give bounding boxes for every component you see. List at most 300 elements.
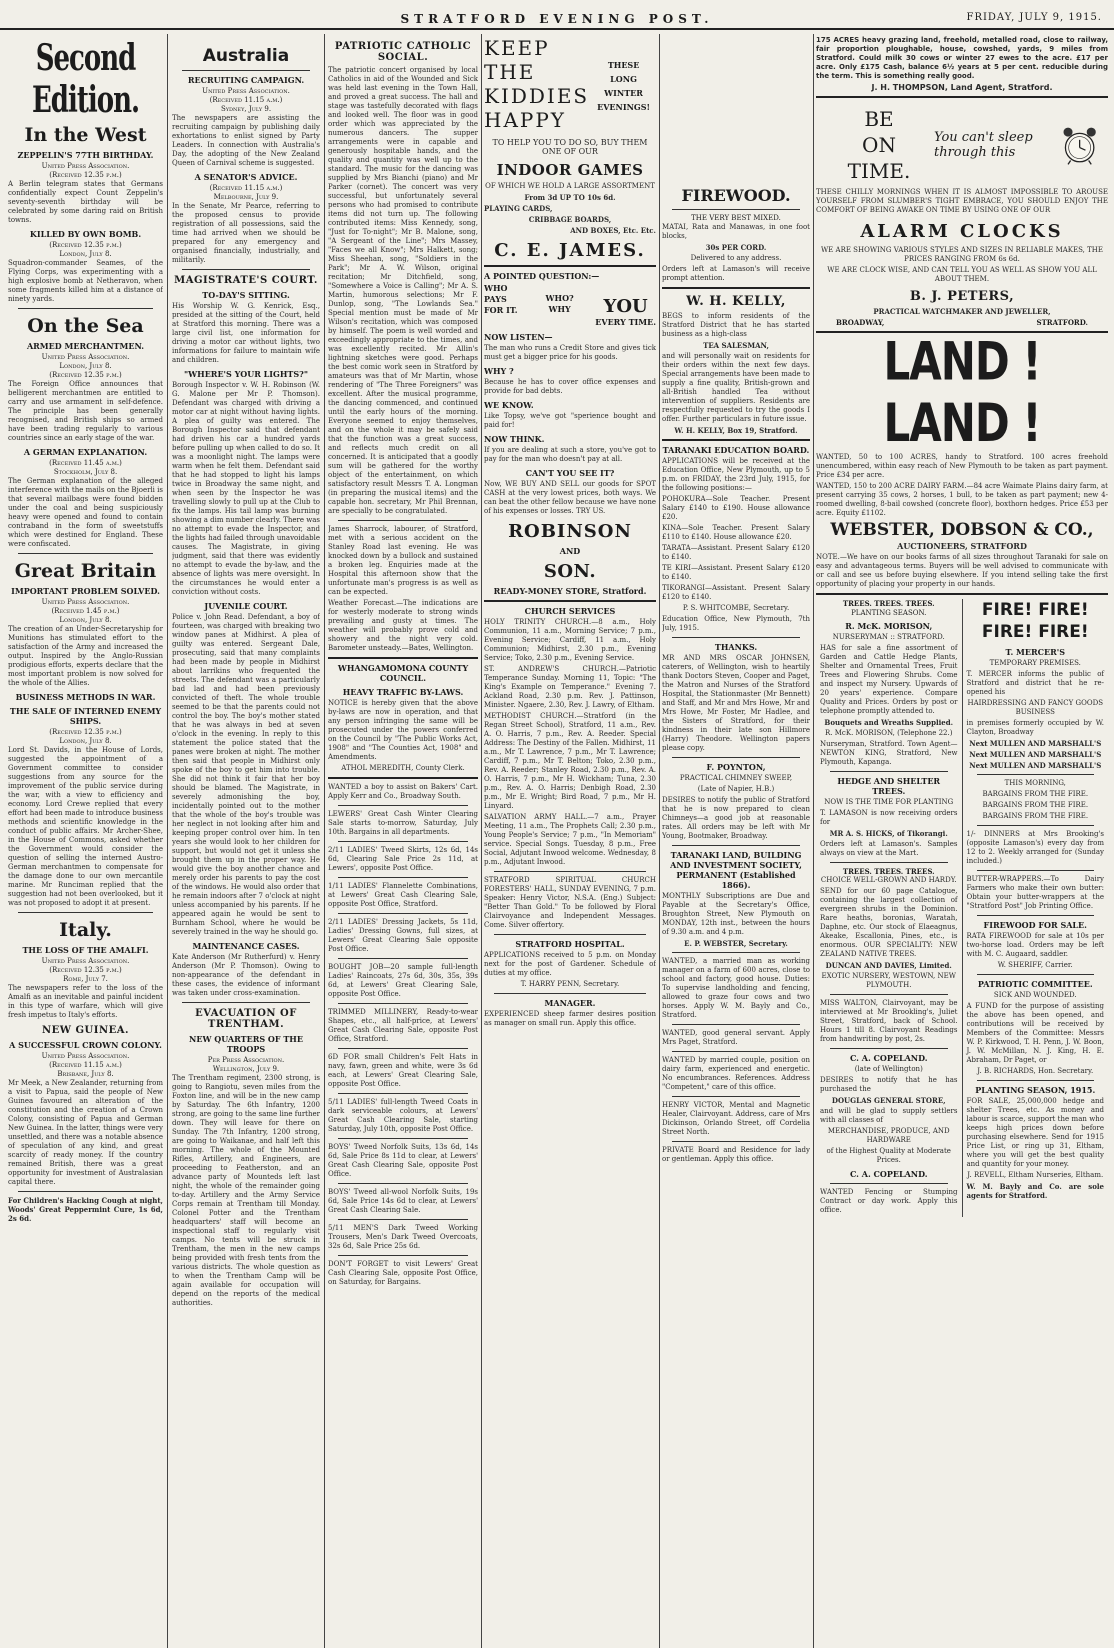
divider	[672, 845, 800, 846]
church-service-item: METHODIST CHURCH.—Stratford (in the Regan Street School), Stratford, 11 a.m., Rev. A. O. Harris, 7 p.m., Rev. A. Reeder. Special Address: The Destiny of the Fallen. Midhirst, 11 a.m., Mr T. Lawrence, 7 p.m., Mr T. Lawrence; Cardiff, 7 p.m., Mr T. Belton; Toko, 2.30 p.m., Rev. A. Reeder; Stanley Road, 2.30 p.m., Rev. A. O. Harris, 7 p.m., Mr H. Wickham; Tuna, 2.30 p.m., Rev. A. O. Harris; Denbigh Road, 2.30 p.m., Mr E. Wright; Bird Road, 7 p.m., Mr H. Linyard.	[484, 712, 656, 810]
article-text: Weather Forecast.—The indications are for westerly moderate to strong winds prevailing and gusty at times. The weather will probably prove cold and showery and the night very cold. Barometer unsteady.—Bates, Wellington.	[328, 599, 478, 652]
divider	[977, 774, 1095, 775]
ad-headline: FIREWOOD.	[681, 186, 791, 205]
position-item: POHOKURA—Sole Teacher. Present Salary £140 to £190. House allowance £20.	[662, 495, 810, 521]
ad-text: WE ARE CLOCK WISE, AND CAN TELL YOU AS WELL AS SHOW YOU ALL ABOUT THEM.	[827, 266, 1097, 283]
ad-word: AND	[559, 546, 581, 556]
article-text: The Trentham regiment, 2300 strong, is going to Rangiotu, seven miles from the Foxton line, and will be in the new camp by Saturday. The 6th Infantry, 1200 strong, are going to the same line further down. They will leave for there on Sunday. The 7th Infantry, 1200 strong, are going to Waikanae, and half left this morning. The whole of the Mounted Rifles, Artillery, and Engineers, are proceeding to Featherston, and an advance party of Mounteds left last night, the whole of the remainder going to-day. Artillery and the Army Service Corps remain at Trentham till Monday. Colonel Potter and the Trentham headquarters' staff will become an inspectional staff to regularly visit camps. No tents will be struck in Trentham, the men in the new camps being provided with fresh tents from the various districts. The whole question as to when the Trentham Camp will be again available for occupation will depend on the reports of the medical authorities.	[172, 1074, 320, 1307]
ad-text: MR A. S. HICKS, of Tikorangi.	[829, 829, 948, 838]
classified-ad: BOYS' Tweed all-wool Norfolk Suits, 19s 6d, Sale Price 14s 6d to clear, at Lewers' Great Cash Clearing Sale.	[328, 1188, 478, 1214]
ad-text: W. M. Bayly and Co. are sole agents for Stratford.	[966, 1182, 1104, 1200]
ad-word: WINTER	[604, 88, 643, 98]
divider	[494, 934, 646, 935]
classified-ad: 2/11 LADIES' Tweed Skirts, 12s 6d, 14s 6d, Clearing Sale Price 2s 11d, at Lewers', opposite Post Office.	[328, 846, 478, 872]
article-text: Kate Anderson (Mr Rutherfurd) v. Henry Anderson (Mr P. Thomson). Owing to non-appearance of the defendant in these cases, the evidence of informant was taken under cross-examination.	[172, 953, 320, 997]
divider	[830, 1183, 948, 1184]
clock-ad-top	[816, 102, 1108, 188]
classified-ad: 1/11 LADIES' Flannelette Combinations, at Lewers' Great Cash Clearing Sale, opposite Post Office, Stratford.	[328, 882, 478, 908]
ad-word: KIDDIES	[484, 84, 590, 108]
divider	[977, 974, 1095, 975]
advertiser-name: R. McK. MORISON,	[845, 621, 933, 631]
position-item: KINA—Sole Teacher. Present Salary £110 to £140. House allowance £20.	[662, 524, 810, 541]
ad-text: R. McK. MORISON, (Telephone 22.)	[825, 729, 953, 737]
edu-positions	[662, 495, 810, 602]
received-line: (Received 11.15 a.m.)	[209, 96, 283, 104]
signature: J. REVELL, Eltham Nurseries, Eltham.	[967, 1171, 1104, 1179]
ad-text: READY-MONEY STORE, Stratford.	[493, 586, 647, 596]
ad-text: Next MULLEN AND MARSHALL'S	[969, 739, 1102, 748]
ad-text: WANTED, 50 to 100 ACRES, handy to Stratford. 100 acres freehold unencumbered, within easy reach of New Plymouth to be taken as part payment. Price £34 per acre.	[816, 453, 1108, 479]
lower-right	[962, 599, 1109, 1217]
divider	[672, 1096, 800, 1097]
headline: EVACUATION OF TRENTHAM.	[195, 1008, 297, 1030]
divider	[338, 1093, 468, 1094]
clock-illustration	[934, 113, 1100, 177]
column-5	[662, 36, 810, 1644]
article-text: The newspapers refer to the loss of the Amalfi as an inevitable and painful incident in this type of warfare, which will give fresh impetus to Italy's efforts.	[8, 984, 163, 1019]
headline: ARMED MERCHANTMEN.	[26, 341, 145, 351]
ad-headline: TREES. TREES. TREES.	[842, 599, 935, 608]
ad-text: TO HELP YOU TO DO SO, BUY THEM ONE OF OUR	[492, 138, 648, 156]
headline: RECRUITING CAMPAIGN.	[187, 75, 305, 85]
advertiser-name: B. J. PETERS,	[909, 289, 1015, 304]
subheadline: MAINTENANCE CASES.	[192, 941, 300, 951]
divider	[484, 600, 656, 602]
subheadline: NEW QUARTERS OF THE TROOPS	[189, 1034, 303, 1054]
article-text: The newspapers are assisting the recruiting campaign by publishing daily exhortations to enlist signed by Party Leaders. In connection with Australia's Day, the adopting of the New Zealand Queen of Carnival scheme is suggested.	[172, 114, 320, 167]
divider	[662, 287, 810, 289]
article-text: The creation of an Under-Secretaryship for Munitions has stimulated effort to the satisfaction of the Army and increased the output. Inspired by the Anglo-Russian prodigious efforts, experts declare that the most important problem is now solved for the whole of the Allies.	[8, 625, 163, 687]
ad-text: EXOTIC NURSERY, WESTOWN, NEW PLYMOUTH.	[821, 972, 956, 989]
advertiser-name: ROBINSON	[508, 521, 632, 542]
advertisement-text: For Children's Hacking Cough at night, Woods' Great Peppermint Cure, 1s 6d, 2s 6d.	[8, 1196, 163, 1223]
signature: E. P. WEBSTER, Secretary.	[684, 939, 788, 948]
divider	[830, 1048, 948, 1049]
church-service-item: ST. ANDREW'S CHURCH.—Patriotic Temperance Sunday. Morning 11, Topic: "The King's Example on Temperance." Evening 7. Ackland Road, 2.30 p.m. Rev. J. Pattinson, Minister. Ngaere, 2.30, Rev. J. Lawry, of Eltham.	[484, 665, 656, 709]
ad-text: SICK AND WOUNDED.	[993, 991, 1077, 999]
lower-left	[816, 599, 962, 1217]
ad-subhead: WHY ?	[484, 366, 514, 376]
ad-text: Orders left at Lamason's. Samples always on view at the Mart.	[820, 840, 958, 857]
headline: IMPORTANT PROBLEM SOLVED.	[11, 586, 160, 596]
ad-text: AUCTIONEERS, STRATFORD	[897, 541, 1027, 551]
ad-text: BARGAINS FROM THE FIRE.	[982, 790, 1089, 798]
divider	[338, 1255, 468, 1256]
divider	[18, 1191, 153, 1192]
agency-line: United Press Association.	[41, 598, 130, 606]
headline: ZEPPELIN'S 77TH BIRTHDAY.	[17, 150, 154, 160]
divider	[484, 265, 656, 267]
kiddies-ad	[484, 36, 656, 132]
advertiser-name: C. A. COPELAND.	[849, 1053, 928, 1063]
divider	[672, 209, 800, 210]
ad-text: and will personally wait on residents for their orders within the next few days. Special arrangements have been made to supply a fine quality, British-grown and all-British handled Tea without intervention of suppliers. Residents are respectfully requested to try the goods I offer. Further particulars in future issue.	[662, 352, 810, 423]
classified-ad: WANTED by married couple, position on dairy farm, experienced and energetic. No encumbrances. References. Address "Competent," care of this office.	[662, 1056, 810, 1091]
advertiser-name: C. A. COPELAND.	[849, 1169, 928, 1179]
ad-headline: ALARM CLOCKS	[860, 221, 1064, 242]
ad-text: SEND for our 60 page Catalogue, containing the largest collection of evergreen shrubs in the Dominion. Rare heaths, boronias, Waratah, Daphne, etc. Our stock of Elaeagnus, Akeake, Escallonia, Pines, etc., is enormous. OUR SPECIALITY: NEW ZEALAND NATIVE TREES.	[820, 887, 958, 958]
advertiser-name: F. POYNTON,	[706, 762, 766, 772]
ad-word: WHO PAYS FOR IT.	[484, 283, 518, 315]
lower-two-columns	[816, 599, 1108, 1217]
ad-text: Next MULLEN AND MARSHALL'S	[969, 761, 1102, 770]
ad-subhead: CAN'T YOU SEE IT?	[525, 468, 615, 478]
ad-display	[484, 36, 589, 132]
article-text: Mr Meek, a New Zealander, returning from a visit to Papua, said the people of New Guinea favoured an alteration of the constitution and the creation of a Crown Colony, consisting of Papua and German New Guinea. In the latter, things were very unsettled, and there was a notable absence of speculation of any kind, and great scarcity of ready money. If the country remained British, there was a great opportunity for investment of Australasian capital there.	[8, 1079, 163, 1186]
ad-text: Like Topsy, we've got "sperience bought and paid for!	[484, 412, 656, 429]
ad-text: in premises formerly occupied by W. Clayton, Broadway	[966, 719, 1104, 736]
edition-title: Second Edition.	[31, 38, 140, 122]
ad-word: HAPPY	[484, 108, 567, 132]
ad-text: TEA SALESMAN,	[703, 341, 769, 350]
church-service-item: HOLY TRINITY CHURCH.—8 a.m., Holy Communion, 11 a.m., Morning Service; 7 p.m., Evening Service; Cardiff, 11 a.m., Holy Communion; Midhirst, 2.30 p.m., Evening Service; Toko, 2.30 p.m., Evening Service.	[484, 618, 656, 662]
ad-word: YOU	[603, 296, 648, 317]
divider	[662, 439, 810, 441]
dateline: London, July 8.	[59, 616, 112, 624]
classified-ad: BOUGHT JOB—20 sample full-length Ladies' Raincoats, 27s 6d, 30s, 35s, 39s 6d, at Lewers' Great Clearing Sale, opposite Post Office.	[328, 963, 478, 998]
column-6	[816, 36, 1108, 1644]
ad-text: BEGS to inform residents of the Stratford District that he has started business as a high-class	[662, 312, 810, 338]
divider	[977, 825, 1095, 826]
divider	[672, 757, 800, 758]
ad-text: PLANTING SEASON.	[851, 609, 927, 617]
fire-headline: FIRE! FIRE! FIRE! FIRE!	[981, 600, 1089, 642]
divider	[182, 269, 310, 270]
position-item: TARATA—Assistant. Present Salary £120 to £140.	[662, 544, 810, 561]
divider	[18, 308, 153, 309]
classified-ad: WANTED, a married man as working manager on a farm of 600 acres, close to school and factory, good house. Duties: To supervise landholding and fencing, allowed to graze four cows and two horses. Apply W. M. Bayly and Co., Stratford.	[662, 957, 810, 1019]
ad-text: T. LAMASON is now receiving orders for	[820, 809, 958, 826]
notice-text: A FUND for the purpose of assisting the above has been opened, and contributions will be received by Members of the Committee: Messrs W. P. Kirkwood, T. H. Penn, J. W. Boon, J. W. McMillan, N. J. King, H. E. Abraham, Dr Paget, or	[966, 1002, 1104, 1064]
divider	[816, 96, 1108, 98]
ad-text: 175 ACRES heavy grazing land, freehold, metalled road, close to railway, fair proportion ploughable, house, cowshed, yards, 9 miles from Stratford. Could milk 30 cows or winter 27 ewes to the acre. £17 per acre. Only £175 Cash, balance 6½ years at 5 per cent. reducible during the term. This is something really good.	[816, 36, 1108, 80]
divider	[18, 553, 153, 554]
ad-text: PRACTICAL CHIMNEY SWEEP,	[679, 774, 793, 782]
ad-text: Nurseryman, Stratford. Town Agent—NEWTON KING, Stratford, New Plymouth, Kapanga.	[820, 740, 958, 766]
classified-ad: WANTED a boy to assist on Bakers' Cart. Apply Kerr and Co., Broadway South.	[328, 783, 478, 800]
ad-text: T. MERCER informs the public of Stratford and district that he re-opened his	[966, 670, 1104, 696]
headline: TARANAKI LAND, BUILDING AND INVESTMENT SOCIETY, PERMANENT (Established 1866).	[670, 850, 802, 890]
received-line: (Received 12.35 p.m.)	[49, 171, 122, 179]
column-4	[484, 36, 656, 1644]
subheadline: TO-DAY'S SITTING.	[202, 290, 290, 300]
dateline: Sydney, July 9.	[220, 105, 272, 113]
dateline: London, July 8.	[59, 250, 112, 258]
agency-line: United Press Association.	[41, 353, 130, 361]
ad-question-block	[484, 283, 656, 328]
divider	[338, 877, 468, 878]
classified-ad: 6D FOR small Children's Felt Hats in navy, fawn, green and white, were 3s 6d each, at Lewers' Great Clearing Sale, opposite Post Office.	[328, 1053, 478, 1088]
ad-text: MERCHANDISE, PRODUCE, AND HARDWARE	[827, 1127, 950, 1144]
notice-text: APPLICATIONS will be received at the Education Office, New Plymouth, up to 5 p.m. on FRIDAY, the 23rd July, 1915, for the following positions:—	[662, 457, 810, 492]
headline: TARANAKI EDUCATION BOARD.	[662, 445, 810, 455]
headline: STRATFORD HOSPITAL.	[515, 939, 625, 949]
ad-subhead: NOW THINK.	[484, 434, 545, 444]
ad-text: THE VERY BEST MIXED.	[691, 214, 781, 222]
ad-text: Bouquets and Wreaths Supplied.	[824, 718, 954, 727]
column-1	[8, 36, 163, 1644]
divider	[830, 994, 948, 995]
section-title: On the Sea	[27, 315, 144, 337]
column-2	[172, 36, 320, 1644]
advertiser-name: W. H. KELLY,	[686, 294, 786, 309]
notice-text: STRATFORD SPIRITUAL CHURCH FORESTERS' HALL, SUNDAY EVENING, 7 p.m. Speaker: Henry Victor, N.S.A. (Eng.) Subject: "Better Than Gold." To be followed by Floral Clairvoyance and Independent Messages. Come. Silver offertory.	[484, 876, 656, 929]
signature: P. S. WHITCOMBE, Secretary.	[682, 604, 790, 612]
headline: PATRIOTIC CATHOLIC SOCIAL.	[334, 41, 472, 63]
notice-text: APPLICATIONS received to 5 p.m. on Monday next for the post of Gardener. Schedule of duties at my office.	[484, 951, 656, 977]
ad-subhead: NOW LISTEN—	[484, 332, 553, 342]
section-title: Italy.	[59, 919, 112, 941]
classified-ad: LEWERS' Great Cash Winter Clearing Sale starts to-morrow, Saturday, July 10th. Bargains in all departments.	[328, 810, 478, 836]
issue-date: FRIDAY, JULY 9, 1915.	[966, 12, 1102, 23]
ad-text: If you are dealing at such a store, you've got to pay for the man who doesn't pay at all.	[484, 446, 656, 463]
ad-word: LONG	[610, 74, 637, 84]
ad-word: EVERY TIME.	[595, 317, 656, 327]
church-services	[484, 618, 656, 867]
church-service-item: SALVATION ARMY HALL.—7 a.m., Prayer Meeting, 11 a.m., The Prophets Call; 2.30 p.m., Young People's Service; 7 p.m., "In Memoriam" service. Special Songs. Tuesday, 8 p.m., Free Social, Adjutant Inwood welcome. Wednesday, 8 p.m., Adjutant Inwood.	[484, 813, 656, 866]
ad-text: The man who runs a Credit Store and gives tick must get a bigger price for his goods.	[484, 344, 656, 361]
classified-ad: 1/- DINNERS at Mrs Brooking's (opposite Lamason's) every day from 12 to 2. Weekly arranged for (Sunday included.)	[966, 830, 1104, 865]
advertiser-name: WEBSTER, DOBSON & CO.,	[830, 520, 1094, 540]
article-text: A Berlin telegram states that Germans confidentially expect Count Zeppelin's seventy-seventh birthday will be celebrated by some daring raid on British towns.	[8, 180, 163, 224]
dateline: Wellington, July 9.	[212, 1065, 280, 1073]
divider	[494, 993, 646, 994]
classified-ad: DON'T FORGET to visit Lewers' Great Cash Clearing Sale, opposite Post Office, on Saturday, for Bargains.	[328, 1260, 478, 1286]
received-line: (Received 12.35 p.m.)	[49, 371, 122, 379]
divider	[338, 1219, 468, 1220]
classified-ad: 5/11 MEN'S Dark Tweed Working Trousers, Men's Dark Tweed Overcoats, 32s 6d, Sale Price 25s 6d.	[328, 1224, 478, 1250]
dateline: London, July 8.	[59, 362, 112, 370]
signature: T. HARRY PENN, Secretary.	[520, 980, 620, 988]
received-line: (Received 12.35 p.m.)	[49, 241, 122, 249]
ad-right	[595, 283, 656, 328]
divider	[182, 1002, 310, 1003]
article-text: Borough Inspector v. W. H. Robinson (W. G. Malone per Mr P. Thomson). Defendant was charged with driving a motor car at night without having lights. A plea of guilty was entered. The Borough Inspector said that defendant had driven his car a hundred yards before pulling up when called to do so. It was a moonlight night. The lamps were warm when he felt them. Defendant said that he had stopped to light his lamps twice in Broadway the same night, and when seen by the Inspector he was travelling slowly to pull up at the Club to fix the lamps. His tail lamp was burning showing a dim number clearly. There was no attempt to evade the Inspector, and the lights had failed through unavoidable causes. The Magistrate, in giving judgment, said that there was evidently no attempt to evade the by-law, and the absence of lights was mere oversight. In the circumstances he would enter a conviction without costs.	[172, 381, 320, 596]
ad-text: FOR SALE, 25,000,000 hedge and shelter Trees, etc. As money and labour is scarce, support the man who keeps high prices down before purchasing elsewhere. Send for 1915 Price List, or ring up 31, Eltham, where you will get the best quality and quantity for your money.	[966, 1097, 1104, 1168]
ad-text: HAIRDRESSING AND FANCY GOODS BUSINESS	[967, 699, 1103, 716]
article-text: In the Senate, Mr Pearce, referring to the proposed census to provide registration of all possessions, said the time had arrived when we should be prepared for any emergency and organised financially, industrially, and militarily.	[172, 202, 320, 264]
subheadline: HEAVY TRAFFIC BY-LAWS.	[342, 687, 464, 697]
ad-text: Now, WE BUY AND SELL our goods for SPOT CASH at the very lowest prices, both ways. We can beat the other fellow because we have none of his expenses or losses. TRY US.	[484, 480, 656, 515]
ad-text: and will be glad to supply settlers with all classes of	[820, 1107, 958, 1124]
ad-text: (late of Wellington)	[854, 1065, 923, 1073]
ad-word: ON	[862, 133, 896, 157]
received-line: (Received 11.15 a.m.)	[49, 1061, 122, 1069]
article-text: Squadron-commander Seames, of the Flying Corps, was experimenting with a high explosive bomb at Netheravon, when some fragments killed him at a distance of ninety yards.	[8, 259, 163, 303]
dateline: Rome, July 7.	[63, 975, 108, 983]
classified-ad: WANTED, good general servant. Apply Mrs Paget, Stratford.	[662, 1029, 810, 1046]
ad-word: BE	[864, 107, 894, 131]
divider	[18, 912, 153, 913]
ad-text: WE ARE SHOWING VARIOUS STYLES AND SIZES IN RELIABLE MAKES, THE PRICES RANGING FROM 6s 6d.	[820, 246, 1104, 263]
dateline: Stockholm, July 8.	[53, 468, 118, 476]
headline: PLANTING SEASON, 1915.	[975, 1085, 1096, 1095]
ad-text: BARGAINS FROM THE FIRE.	[982, 801, 1089, 809]
notice-text: MONTHLY Subscriptions are Due and Payable at the Secretary's Office, Broughton Street, New Plymouth on MONDAY, 12th inst., between the hours of 9.30 a.m. and 4 p.m.	[662, 892, 810, 936]
divider	[977, 915, 1095, 916]
divider	[338, 1183, 468, 1184]
ad-middle	[546, 283, 574, 328]
divider	[672, 637, 800, 638]
headline: THE LOSS OF THE AMALFI.	[22, 945, 149, 955]
divider	[672, 1141, 800, 1142]
classified-ad: TRIMMED MILLINERY, Ready-to-wear Shapes, etc., all half-price, at Lewers' Great Cash Clearing Sale, opposite Post Office, Stratford.	[328, 1008, 478, 1043]
ad-word: THE	[484, 60, 536, 84]
position-item: TE KIRI—Assistant. Present Salary £120 to £140.	[662, 564, 810, 581]
classified-ad: 2/11 LADIES' Dressing Jackets, 5s 11d, Ladies' Dressing Gowns, full sizes, at Lewers' Great Clearing Sale opposite Post Office.	[328, 918, 478, 953]
advertiser-name: T. MERCER'S	[1005, 647, 1065, 657]
notice-text: MR AND MRS OSCAR JOHNSEN, caterers, of Wellington, wish to heartily thank Doctors Steven, Cooper and Paget, the Matron and Nurses of the Stratford Hospital, the Stationmaster (Mr Bennett) and Staff, and Mr and Mrs Howe, Mr and Mrs Howe, Mr Foster, Mr Hadlee, and the Sisters of Stratford, for their kindness in their late son Hillmore (Harry) Theodore. Wellington papers please copy.	[662, 654, 810, 752]
classified-ad: PRIVATE Board and Residence for lady or gentleman. Apply this office.	[662, 1146, 810, 1163]
received-line: (Received 12.35 p.m.)	[49, 966, 122, 974]
ad-text: NURSERYMAN :: STRATFORD.	[832, 633, 945, 641]
headline: PATRIOTIC COMMITTEE.	[977, 979, 1093, 989]
ad-subhead: WE KNOW.	[484, 400, 534, 410]
dateline: London, July 8.	[59, 737, 112, 745]
ad-side	[597, 36, 656, 132]
column-rule	[659, 34, 660, 1648]
section-title: Great Britain	[14, 560, 157, 582]
ad-text: Orders left at Lamason's will receive prompt attention.	[662, 265, 810, 282]
received-line: (Received 1.45 p.m.)	[51, 607, 120, 615]
ad-text: WANTED, 150 to 200 ACRE DAIRY FARM.—84 acre Waimate Plains dairy farm, at present carrying 35 cows, 2 horses, 1 bull, to be taken as part payment; new 4-roomed dwelling, 8-bail cowshed (concrete floor), boxthorn hedges. Price £53 per acre. Equity £1102.	[816, 482, 1108, 517]
ad-text: AND BOXES, Etc. Etc.	[570, 226, 656, 235]
ad-text: Next MULLEN AND MARSHALL'S	[969, 750, 1102, 759]
classified-ad: BUTTER-WRAPPERS.—To Dairy Farmers who make their own butter: Obtain your butter-wrappers at the "Stratford Post" Job Printing Office.	[966, 875, 1104, 910]
divider	[328, 777, 478, 779]
headline: THANKS.	[714, 642, 758, 652]
advertiser-name: C. E. JAMES.	[494, 240, 646, 261]
lewers-ads	[328, 810, 478, 1287]
ad-text: of the Highest Quality at Moderate Prices.	[826, 1147, 951, 1164]
column-rule	[481, 34, 482, 1648]
article-text: Lord St. Davids, in the House of Lords, suggested the appointment of a Government committee to consider suggestions from any source for the improvement of the public service during the war, with a view to efficiency and economy. Lord Crewe replied that every effort had been made to introduce business methods and scientific knowledge in the conduct of public affairs. Mr Archer-Shee, in the House of Commons, asked whether the Government would consider the question of selling the interned Austro-German merchantmen to compensate for the damage done to our own mercantile marine. Mr Runciman replied that the suggestion had not been overlooked, but it was not proposed to adopt it at present.	[8, 746, 163, 907]
ad-word: THESE	[607, 60, 640, 70]
headline: THE SALE OF INTERNED ENEMY SHIPS.	[9, 706, 162, 726]
headline: HEDGE AND SHELTER TREES.	[837, 776, 941, 796]
subheadline: "WHERE'S YOUR LIGHTS?"	[184, 369, 308, 379]
agency-line: United Press Association.	[41, 162, 130, 170]
signature: W. SHERIFF, Carrier.	[997, 961, 1073, 969]
classified-ad: 5/11 LADIES' full-length Tweed Coats in dark serviceable colours, at Lewers' Great Cash Clearing Sale, starting Saturday, July 10th, opposite Post Office.	[328, 1098, 478, 1133]
classified-ad: BOYS' Tweed Norfolk Suits, 13s 6d, 14s 6d, Sale Price 8s 11d to clear, at Lewers' Great Cash Clearing Sale, opposite Post Office.	[328, 1143, 478, 1178]
headline: A GERMAN EXPLANATION.	[23, 447, 148, 457]
notice-text: NOTICE is hereby given that the above by-laws are now in operation, and that any person infringing the same will be prosecuted under the powers conferred on the Council by "The Public Works Act, 1908" and "The Counties Act, 1908" and Amendments.	[328, 699, 478, 761]
notice-text: Education Office, New Plymouth, 7th July, 1915.	[662, 615, 810, 632]
ad-word: WHO?	[545, 293, 574, 303]
headline: KILLED BY OWN BOMB.	[29, 229, 142, 239]
classified-ad: WANTED Fencing or Stumping Contract or day work. Apply this office.	[820, 1188, 958, 1214]
ad-text: PRACTICAL WATCHMAKER AND JEWELLER,	[873, 307, 1051, 316]
divider	[816, 593, 1108, 595]
received-line: (Received 12.35 p.m.)	[49, 728, 122, 736]
ad-text: HAS for sale a fine assortment of Garden and Cattle Hedge Plants, Shelter and Ornamental Trees, Fruit Trees and Flowering Shrubs. Come and inspect my Nursery. Upwards of 20 years' experience. Compare Quality and Prices. Orders by post or telephone promptly attended to.	[820, 644, 958, 715]
column-rule	[324, 34, 325, 1648]
advertiser-name: DUNCAN AND DAVIES, Limited.	[825, 961, 952, 970]
divider	[338, 1003, 468, 1004]
ad-text: 30s PER CORD.	[705, 243, 767, 252]
column-rule	[813, 34, 814, 1648]
agency-line: Per Press Association.	[207, 1056, 285, 1064]
headline: WHANGAMOMONA COUNTY COUNCIL.	[337, 663, 469, 683]
agency-line: United Press Association.	[202, 87, 290, 95]
divider	[338, 1138, 468, 1139]
headline: CHURCH SERVICES	[524, 606, 616, 616]
ad-word: BROADWAY,	[836, 318, 885, 327]
article-text: The Foreign Office announces that belligerent merchantmen are entitled to carry and use armament in self-defence. The principle has been generally recognised, and British ships so armed have been trading regularly to various countries since an early stage of the war.	[8, 380, 163, 442]
classified-ad: RATA FIREWOOD for sale at 10s per two-horse load. Orders may be left with M. C. Augaard, saddler.	[966, 932, 1104, 958]
divider	[338, 520, 468, 521]
divider	[672, 1024, 800, 1025]
advertiser-name: J. H. THOMPSON, Land Agent, Stratford.	[871, 83, 1053, 92]
advertiser-name: SON.	[543, 561, 597, 582]
received-line: (Received 11.15 a.m.)	[209, 184, 283, 192]
divider	[338, 1048, 468, 1049]
position-item: TIKORANGI—Assistant. Present Salary £120 to £140.	[662, 584, 810, 601]
ad-word: WHY	[548, 304, 571, 314]
divider	[672, 952, 800, 953]
ad-text: CRIBBAGE BOARDS,	[528, 215, 612, 224]
ad-text: THESE CHILLY MORNINGS WHEN IT IS ALMOST IMPOSSIBLE TO AROUSE YOURSELF FROM SLUMBER'S TIGHT EMBRACE, YOU SHOULD ENJOY THE COMFORT OF BEING AWAKE ON TIME BY USING ONE OF OUR	[816, 188, 1108, 214]
section-title: Australia	[202, 46, 290, 66]
ad-text: BARGAINS FROM THE FIRE.	[982, 812, 1089, 820]
divider	[672, 1051, 800, 1052]
article-text: His Worship W. G. Kenrick, Esq., presided at the sitting of the Court, held at Stratford this morning. There was a large civil list, one information for driving a motor car without lights, two informations for failure to maintain wife and children.	[172, 302, 320, 364]
ad-script-text: You can't sleep through this	[934, 130, 1033, 160]
ad-text: OF WHICH WE HOLD A LARGE ASSORTMENT	[485, 182, 655, 190]
ad-text: DESIRES to notify the public of Stratford that he is now prepared to clean Chimneys—a good job at reasonable rates. All orders may be left with Mr Young, Bootmaker, Broadway.	[662, 796, 810, 840]
headline: BUSINESS METHODS IN WAR.	[15, 692, 156, 702]
ad-text: DESIRES to notify that he has purchased the	[820, 1076, 958, 1093]
article-text: The German explanation of the alleged interference with the mails on the Bjoerli is that several mailbags were found bidden under the coal and being suspiciously heavy were opened and found to contain contraband in the form of sweetstuffs which were destined for England. These were confiscated.	[8, 477, 163, 548]
divider	[977, 1080, 1095, 1081]
column-3	[328, 36, 478, 1644]
newspaper-title: STRATFORD EVENING POST.	[400, 12, 714, 26]
ad-text: MATAI, Rata and Manawas, in one foot blocks,	[662, 223, 810, 240]
headline: FIREWOOD FOR SALE.	[983, 920, 1087, 930]
received-line: (Received 11.45 a.m.)	[49, 459, 122, 467]
ad-headline: TREES. TREES. TREES.	[842, 867, 935, 876]
ad-text: THIS MORNING,	[1004, 779, 1066, 787]
ad-text: Because he has to cover office expenses and provide for bad debts.	[484, 378, 656, 395]
agency-line: United Press Association.	[41, 1052, 130, 1060]
ad-text: NOTE.—We have on our books farms of all sizes throughout Taranaki for sale on easy and advantageous terms. Buyers will be well advised to communicate with or call and see us before buying elsewhere. If you intend selling take the first opportunity of placing your property in our hands.	[816, 553, 1108, 588]
ad-text: PLAYING CARDS,	[484, 204, 553, 213]
ad-text: DOUGLAS GENERAL STORE,	[831, 1096, 946, 1105]
ad-word: EVENINGS!	[597, 102, 650, 112]
address-row	[816, 318, 1108, 327]
classified-ad: HENRY VICTOR, Mental and Magnetic Healer, Clairvoyant. Address, care of Mrs Dickinson, Orlando Street, off Cordelia Street North.	[662, 1101, 810, 1136]
ad-text: (Late of Napier, H.B.)	[697, 785, 775, 793]
divider	[182, 70, 310, 71]
article-text: Police v. John Read. Defendant, a boy of fourteen, was charged with breaking two window panes at Midhirst. A plea of guilty was entered. Sergeant Dale, prosecuting, said that many complaints had been made by people in Midhirst about larrikins who frequented the streets. The defendant was a particularly bad lad and had been previously convicted of theft. The whole trouble seemed to be that the parents could not control the boy. The boy's mother stated that he was always in bed at seven o'clock in the evening. In reply to this statement the police stated that the panes were broken at night. The mother then said that people in Midhirst only spoke of the boy to get him into trouble. She did not think it fair that her boy should be blamed. The Magistrate, in severely admonishing the boy, incidentally pointed out to the mother that the whole of the boy's trouble was her neglect in not looking after him and keeping proper control over him. In ten years she would look to her children for support, but would not get it unless she brought them up in the proper way. He would give the boy another chance and merely order his parents to pay the cost of the windows. He would also order that he remain indoors after 7 o'clock at night unless accompanied by his parents. If he appeared again he would be sent to Burnham School, where he would be severely trained in the way he should go.	[172, 613, 320, 936]
alarm-clock-icon	[1059, 113, 1100, 177]
divider	[830, 771, 948, 772]
classified-ad: EXPERIENCED sheep farmer desires position as manager on small run. Apply this office.	[484, 1010, 656, 1027]
signature: J. B. RICHARDS, Hon. Secretary.	[977, 1067, 1094, 1075]
agency-line: United Press Association.	[41, 957, 130, 965]
divider	[338, 958, 468, 959]
land-headline: LAND ! LAND !	[883, 330, 1041, 454]
classified-ad: MISS WALTON, Clairvoyant, may be interviewed at Mr Brookling's, Juliet Street, Stratford, back of School. Hours 1 till 8. Clairvoyant Readings from handwriting by post, 2s.	[820, 999, 958, 1043]
ad-word: TIME.	[847, 159, 911, 183]
ad-word: STRATFORD.	[1036, 318, 1088, 327]
article-text: The patriotic concert organised by local Catholics in aid of the Wounded and Sick was held last evening in the Town Hall, and proved a great success. The hall and stage was tastefully decorated with flags and looked well. The floor was in good order which was appreciated by the numerous dancers. The supper arrangements were in capable and generously hospitable hands, and the quality and quantity was well up to the standard. The music for the dancing was supplied by Mrs Bianchi (piano) and Mr Parker (cornet). The concert was very successful, but unfortunately several persons who had promised to contribute items did not turn up. The following contributed items: Miss Kennedy, song, "Just for To-night"; Mr B. Malone, song, "A Sergeant of the Line"; Mrs Massey, "Faces we all Know"; Mrs Halkett, song; Miss Sheehan, song, "Soldiers in the Park"; Mr A. W. Wilson, original recitation; Mr Ditchfield, song, "Somewhere a Voice is Calling"; Mr A. S. Martin, humorous selections; Mr F. Dunlop, song, "The Lowlands Sea." Special mention must be made of Mr Wilson's recitation, which was composed by himself. The poem is well worded and exceedingly appropriate to the times, and was excellently recited. Mr Allin's lightning sketches were good. Perhaps the best comic work seen in Stratford by amateurs was that of Mr Martin, whose rendering of "The Three Foreigners" was excellent. After the musical programme, the dancing commenced, and continued until the early hours of the morning. Everyone seemed to enjoy themselves, and on the whole it may be safely said that the function was a great success, and reflects much credit on all concerned. It is anticipated that a goodly sum will be gathered for the worthy object of the entertainment, on which satisfactory result Messrs T. A. Longman (in preparing the musical items) and the capable hon. secretary, Mr Phil Brennan, are specially to be congratulated.	[328, 66, 478, 515]
ad-text: TEMPORARY PREMISES.	[989, 659, 1081, 667]
ad-text: NOW IS THE TIME FOR PLANTING	[824, 798, 954, 806]
ad-headline: INDOOR GAMES	[496, 161, 644, 179]
section-title: In the West	[24, 124, 147, 146]
